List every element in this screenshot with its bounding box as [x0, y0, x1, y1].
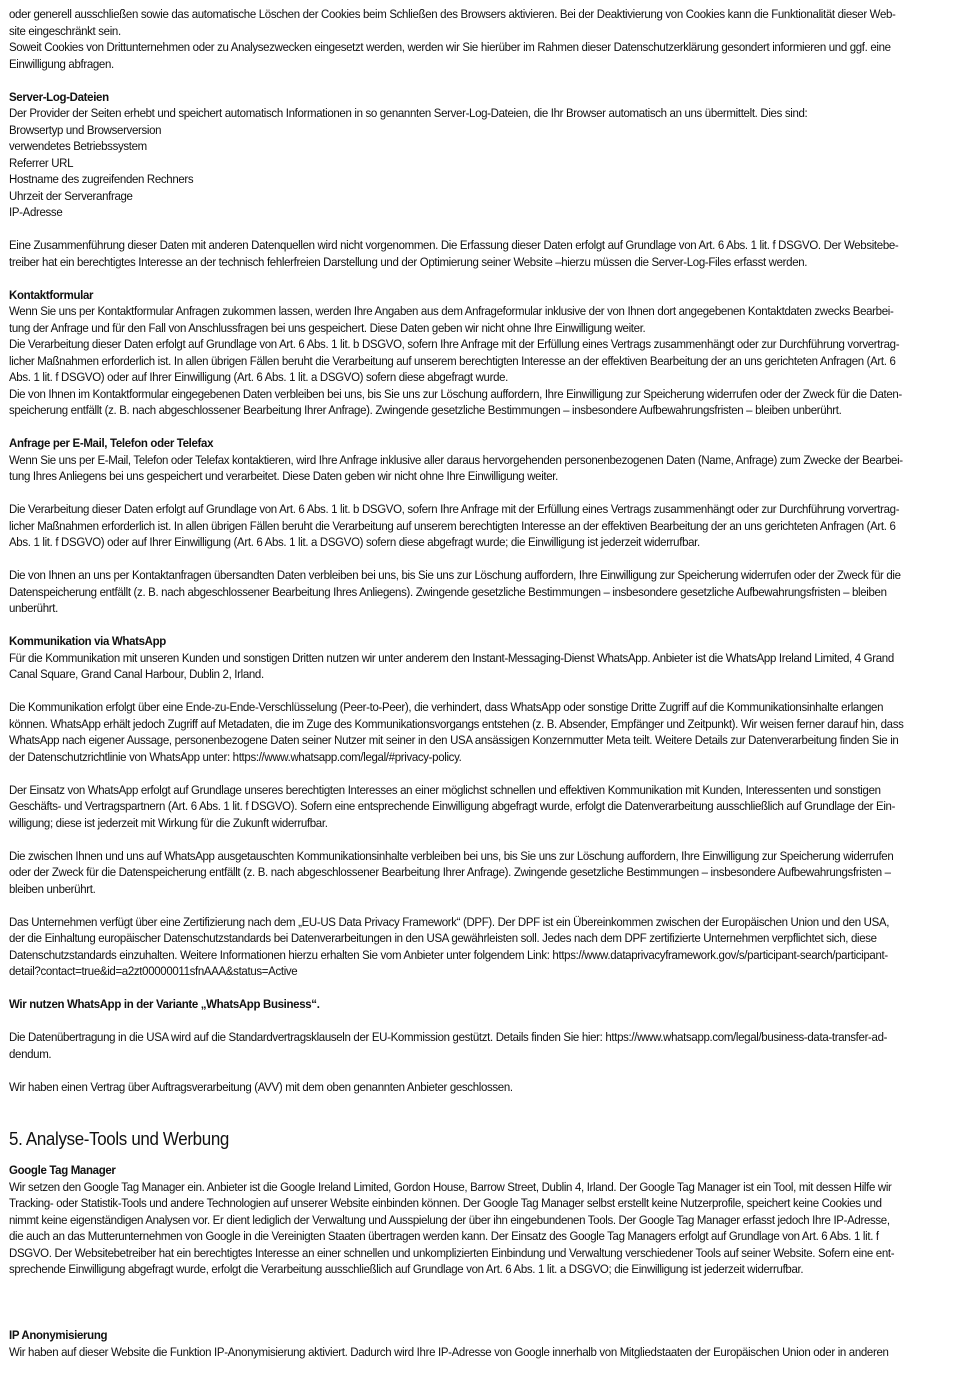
whatsapp-paragraph: Die Kommunikation erfolgt über eine Ende-zu-Ende-Verschlüsselung (Peer-to-Peer), die verhindert, dass WhatsApp oder sonstige Dritte Zugriff auf die Kommunikationsinhalte erlangen können. WhatsApp erhält jedoch Zugriff auf Metadaten, die im Zuge des Kommunikationsvorgangs entstehen (z. B. Absender, Empfänger und Zeitpunkt). Wir weisen ferner darauf hin, dass WhatsApp nach eigener Aussage, personenbezogene Daten seiner Nutzer mit seiner in den USA ansässigen Konzernmutter Meta teilt. Weitere Details zur Datenverarbeitung finden Sie in der Datenschutzrichtlinie von WhatsApp unter: https://www.whatsapp.com/legal/#privacy-policy. — [9, 700, 904, 764]
ip-anonymization-paragraph: Wir haben auf dieser Website die Funktion IP-Anonymisierung aktiviert. Dadurch wird Ihre IP-Adresse von Google innerhalb von Mitgliedstaaten der Europäischen Union oder in anderen — [9, 1344, 889, 1359]
server-logs-text: Eine Zusammenführung dieser Daten mit anderen Datenquellen wird nicht vorgenommen. Die Erfassung dieser Daten erfolgt auf Grundlage von Art. 6 Abs. 1 lit. f DSGVO. Der Websitebe- treiber hat ein berechtigtes Interesse an der technisch fehlerfreien Darstellung und der Optimierung seiner Website –hierzu müssen die Server-Log-Files erfasst werden. — [9, 238, 899, 269]
server-logs-heading: Server-Log-Dateien — [9, 89, 109, 104]
list-item: Referrer URL — [9, 155, 74, 170]
whatsapp-paragraph: Der Einsatz von WhatsApp erfolgt auf Grundlage unseres berechtigten Interesses an einer möglichst schnellen und effektiven Kommunikation mit Kunden, Interessenten und sonstigen Geschäfts- und Vertragspartnern (Art. 6 Abs. 1 lit. f DSGVO). Sofern eine entsprechende Einwilligung abgefragt wurde, erfolgt die Datenverarbeitung ausschließlich auf Grundlage der Ein- willigung; diese ist jederzeit mit Wirkung für die Zukunft widerrufbar. — [9, 782, 896, 830]
inquiry-paragraph: Wenn Sie uns per E-Mail, Telefon oder Telefax kontaktieren, wird Ihre Anfrage inklusive aller daraus hervorgehenden personenbezogenen Daten (Name, Anfrage) zum Zwecke der Bearbei- tung Ihres Anliegens bei uns gespeichert und verarbeitet. Diese Daten geben wir nicht ohne Ihre Einwilligung weiter. — [9, 452, 903, 483]
section-title: 5. Analyse-Tools und Werbung — [9, 1129, 229, 1149]
gtm-paragraph: Wir setzen den Google Tag Manager ein. Anbieter ist die Google Ireland Limited, Gordon House, Barrow Street, Dublin 4, Irland. Der Google Tag Manager ist ein Tool, mit dessen Hilfe wir Tracking- oder Statistik-Tools und andere Technologien auf unserer Website einbinden können. Der Google Tag Manager selbst erstellt keine Nutzerprofile, speichert keine Cookies und nimmt keine eigenständigen Analysen vor. Er dient lediglich der Verwaltung und Ausspielung der über ihn eingebundenen Tools. Der Google Tag Manager erfasst jedoch Ihre IP-Adresse, die auch an das Mutterunternehmen von Google in die Vereinigten Staaten übertragen werden kann. Der Einsatz des Google Tag Managers erfolgt auf Grundlage von Art. 6 Abs. 1 lit. f DSGVO. Der Websitebetreiber hat ein berechtigtes Interesse an einer schnellen und unkomplizierten Einbindung und Verwaltung verschiedener Tools auf seiner Website. Sofern eine ent- sprechende Einwilligung abgefragt wurde, erfolgt die Verarbeitung ausschließlich auf Grundlage von Art. 6 Abs. 1 lit. a DSGVO; die Einwilligung ist jederzeit widerrufbar. — [9, 1179, 895, 1276]
privacy-policy-document — [9, 6, 964, 1360]
list-item: Hostname des zugreifenden Rechners — [9, 172, 194, 186]
ip-anonymization-heading: IP Anonymisierung — [9, 1328, 108, 1342]
inquiry-paragraph: Die Verarbeitung dieser Daten erfolgt auf Grundlage von Art. 6 Abs. 1 lit. b DSGVO, sofern Ihre Anfrage mit der Erfüllung eines Vertrags zusammenhängt oder zur Durchführung vorvertrag- licher Maßnahmen erforderlich ist. In allen übrigen Fällen beruht die Verarbeitung auf unserem berechtigten Interesse an der effektiven Bearbeitung der an uns gerichteten Anfragen (Art. 6 Abs. 1 lit. f DSGVO) oder auf Ihrer Einwilligung (Art. 6 Abs. 1 lit. a DSGVO) sofern diese abgefragt wurde; die Einwilligung ist jederzeit widerrufbar. — [9, 502, 900, 549]
whatsapp-paragraph: Die Datenübertragung in die USA wird auf die Standardvertragsklauseln der EU-Kommission gestützt. Details finden Sie hier: https://www.whatsapp.com/legal/business-data-transfer-ad- dendum. — [9, 1030, 888, 1061]
third-party-cookie-paragraph: Soweit Cookies von Drittunternehmen oder zu Analysezwecken eingesetzt werden, werden wir Sie hierüber im Rahmen dieser Datenschutzerklärung gesondert informieren und ggf. eine Einwilligung abfragen. — [9, 40, 891, 71]
gtm-heading: Google Tag Manager — [9, 1163, 116, 1177]
contact-form-paragraph: Die von Ihnen im Kontaktformular eingegebenen Daten verbleiben bei uns, bis Sie uns zur Löschung auffordern, Ihre Einwilligung zur Speicherung widerrufen oder der Zweck für die Daten- speicherung entfällt (z. B. nach abgeschlossener Bearbeitung Ihrer Anfrage). Zwingende gesetzliche Bestimmungen – insbesondere Aufbewahrungsfristen – bleiben unberührt. — [9, 386, 902, 417]
whatsapp-paragraph: Das Unternehmen verfügt über eine Zertifizierung nach dem „EU-US Data Privacy Framework“ (DPF). Der DPF ist ein Übereinkommen zwischen der Europäischen Union und den USA, der die Einhaltung europäischer Datenschutzstandards bei Datenverarbeitungen in den USA gewährleisten soll. Jedes nach dem DPF zertifizierte Unternehmen verpflichtet sich, diese Datenschutzstandards einzuhalten. Weitere Informationen hierzu erhalten Sie vom Anbieter unter folgendem Link: https://www.dataprivacyframework.gov/s/participant-search/participant- detail?contact=true&id=a2zt00000011sfnAAA&status=Active — [9, 914, 890, 978]
contact-form-paragraph: Wenn Sie uns per Kontaktformular Anfragen zukommen lassen, werden Ihre Angaben aus dem Anfrageformular inklusive der von Ihnen dort angegebenen Kontaktdaten zwecks Bearbei- tung der Anfrage und für den Fall von Anschlussfragen bei uns gespeichert. Diese Daten geben wir nicht ohne Ihre Einwilligung weiter. — [9, 304, 894, 335]
whatsapp-heading: Kommunikation via WhatsApp — [9, 634, 166, 648]
server-logs-intro: Der Provider der Seiten erhebt und speichert automatisch Informationen in so genannten Server-Log-Dateien, die Ihr Browser automatisch an uns übermittelt. Dies sind: — [9, 106, 808, 120]
contact-form-heading: Kontaktformular — [9, 287, 94, 302]
whatsapp-paragraph: Wir haben einen Vertrag über Auftragsverarbeitung (AVV) mit dem oben genannten Anbieter geschlossen. — [9, 1079, 513, 1094]
whatsapp-paragraph: Die zwischen Ihnen und uns auf WhatsApp ausgetauschten Kommunikationsinhalte verbleiben bei uns, bis Sie uns zur Löschung auffordern, Ihre Einwilligung zur Speicherung widerrufen oder der Zweck für die Datenspeicherung entfällt (z. B. nach abgeschlossener Bearbeitung Ihrer Anfrage). Zwingende gesetzliche Bestimmungen – insbesondere Aufbewahrungsfristen – bleiben unberührt. — [9, 848, 894, 896]
whatsapp-paragraph: Für die Kommunikation mit unseren Kunden und sonstigen Dritten nutzen wir unter anderem den Instant-Messaging-Dienst WhatsApp. Anbieter ist die WhatsApp Ireland Limited, 4 Grand Canal Square, Grand Canal Harbour, Dublin 2, Irland. — [9, 650, 894, 681]
list-item: Browsertyp und Browserversion — [9, 122, 162, 137]
inquiry-heading: Anfrage per E-Mail, Telefon oder Telefax — [9, 436, 214, 450]
list-item: Uhrzeit der Serveranfrage — [9, 188, 133, 203]
cookie-paragraph: oder generell ausschließen sowie das automatische Löschen der Cookies beim Schließen des Browsers aktivieren. Bei der Deaktivierung von Cookies kann die Funktionalität dieser Web- site eingeschränkt sein. — [9, 7, 896, 38]
list-item: verwendetes Betriebssystem — [9, 139, 147, 153]
inquiry-paragraph: Die von Ihnen an uns per Kontaktanfragen übersandten Daten verbleiben bei uns, bis Sie uns zur Löschung auffordern, Ihre Einwilligung zur Speicherung widerrufen oder der Zweck für die Datenspeicherung entfällt (z. B. nach abgeschlossener Bearbeitung Ihres Anliegens). Zwingende gesetzliche Bestimmungen – insbesondere gesetzliche Aufbewahrungsfristen – bleiben unberührt. — [9, 568, 901, 615]
whatsapp-business-heading: Wir nutzen WhatsApp in der Variante „WhatsApp Business“. — [9, 997, 320, 1011]
contact-form-paragraph: Die Verarbeitung dieser Daten erfolgt auf Grundlage von Art. 6 Abs. 1 lit. b DSGVO, sofern Ihre Anfrage mit der Erfüllung eines Vertrags zusammenhängt oder zur Durchführung vorvertrag- licher Maßnahmen erforderlich ist. In allen übrigen Fällen beruht die Verarbeitung auf unserem berechtigten Interesse an der effektiven Bearbeitung der an uns gerichteten Anfragen (Art. 6 Abs. 1 lit. f DSGVO) oder auf Ihrer Einwilligung (Art. 6 Abs. 1 lit. a DSGVO) sofern diese abgefragt wurde. — [9, 337, 900, 384]
list-item: IP-Adresse — [9, 205, 63, 219]
